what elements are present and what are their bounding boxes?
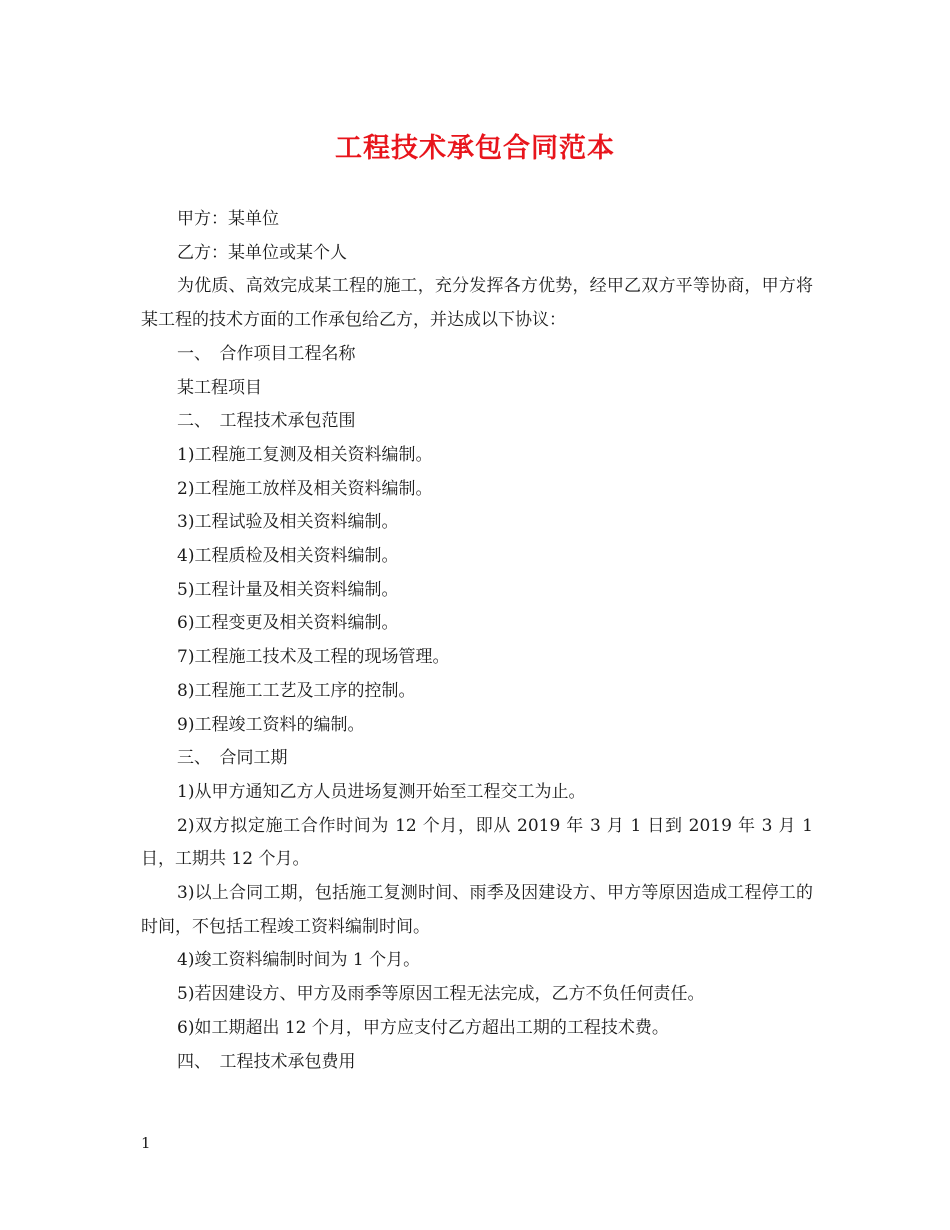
section-heading-2: 二、 工程技术承包范围 — [177, 411, 356, 432]
scope-item: 4)工程质检及相关资料编制。 — [177, 546, 399, 567]
party-b-line: 乙方：某单位或某个人 — [177, 242, 347, 263]
section-heading-3: 三、 合同工期 — [177, 748, 288, 769]
scope-item: 5)工程计量及相关资料编制。 — [177, 579, 399, 600]
schedule-item: 5)若因建设方、甲方及雨季等原因工程无法完成，乙方不负任何责任。 — [177, 984, 705, 1005]
party-a-line: 甲方：某单位 — [177, 209, 279, 229]
scope-item: 6)工程变更及相关资料编制。 — [177, 613, 399, 634]
preamble-paragraph: 为优质、高效完成某工程的施工，充分发挥各方优势，经甲乙双方平等协商，甲方将某工程的技术方面的工作承包给乙方，并达成以下协议： — [141, 276, 813, 331]
project-name-line: 某工程项目 — [177, 377, 262, 398]
scope-item: 7)工程施工技术及工程的现场管理。 — [177, 647, 450, 668]
scope-item: 8)工程施工工艺及工序的控制。 — [177, 680, 416, 701]
scope-item: 2)工程施工放样及相关资料编制。 — [177, 478, 433, 499]
schedule-item: 3)以上合同工期，包括施工复测时间、雨季及因建设方、甲方等原因造成工程停工的时间，不包括工程竣工资料编制时间。 — [141, 883, 813, 937]
schedule-item: 2)双方拟定施工合作时间为 12 个月，即从 2019 年 3 月 1 日到 2019 年 3 月 1 日，工期共 12 个月。 — [141, 815, 813, 870]
scope-item: 1)工程施工复测及相关资料编制。 — [177, 444, 433, 465]
section-heading-4: 四、 工程技术承包费用 — [177, 1051, 356, 1072]
schedule-item: 1)从甲方通知乙方人员进场复测开始至工程交工为止。 — [177, 781, 586, 802]
scope-item: 9)工程竣工资料的编制。 — [177, 714, 365, 735]
scope-item: 3)工程试验及相关资料编制。 — [177, 512, 399, 533]
page-number: 1 — [141, 1134, 151, 1152]
schedule-item: 6)如工期超出 12 个月，甲方应支付乙方超出工期的工程技术费。 — [177, 1017, 669, 1038]
section-heading-1: 一、 合作项目工程名称 — [177, 343, 356, 364]
schedule-item: 4)竣工资料编制时间为 1 个月。 — [177, 950, 421, 971]
document-title: 工程技术承包合同范本 — [335, 133, 615, 164]
document-body — [141, 203, 813, 1079]
